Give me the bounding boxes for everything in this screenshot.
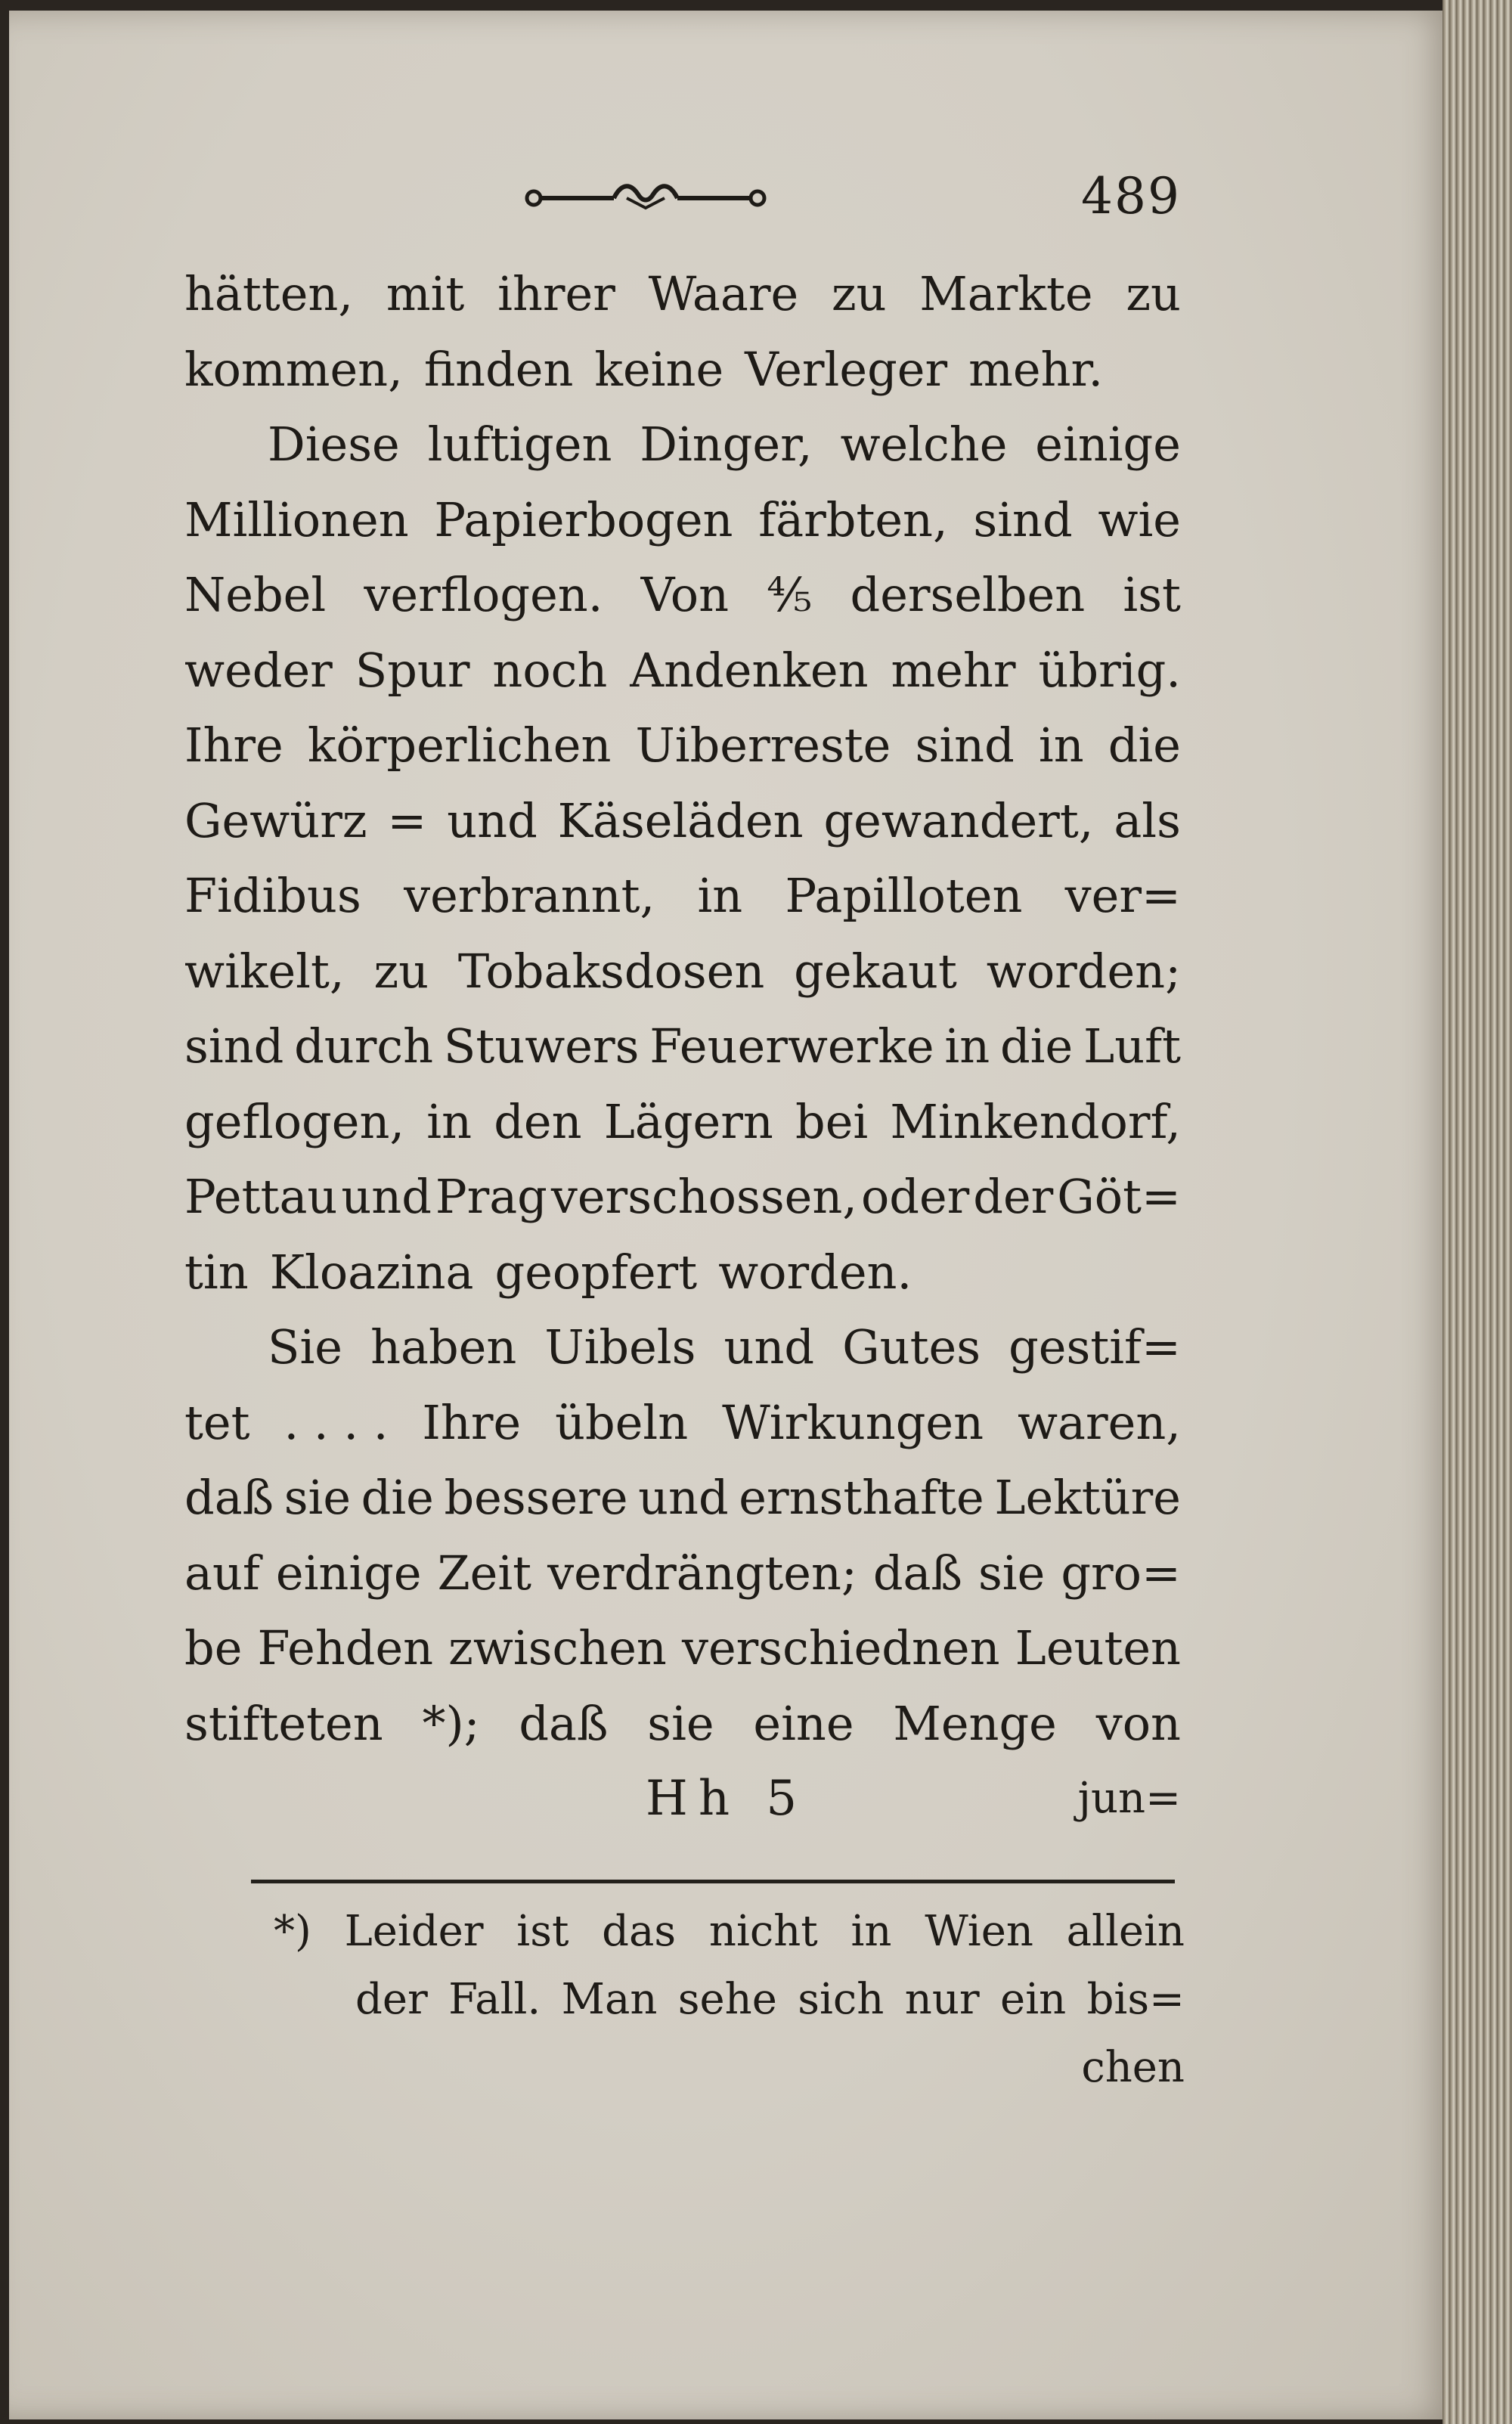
rule-ornament-icon — [525, 179, 767, 217]
word: Göt= — [1057, 1169, 1181, 1224]
footnote-catchword-line — [274, 2034, 1185, 2102]
word: daß — [519, 1695, 609, 1751]
word: sie — [647, 1695, 714, 1751]
text-line — [184, 557, 1181, 633]
text-line — [184, 1385, 1181, 1461]
word: Andenken — [630, 642, 869, 698]
word: in — [944, 1018, 990, 1074]
word: Feuerwerke — [649, 1018, 934, 1074]
word: Zeit — [437, 1545, 532, 1601]
word: Pettau — [184, 1169, 338, 1224]
word: mit — [386, 266, 465, 321]
word: Spur — [355, 642, 470, 698]
word: Luft — [1083, 1018, 1181, 1074]
word: körperlichen — [307, 718, 612, 773]
text-line — [184, 1460, 1181, 1536]
text-line — [184, 256, 1181, 332]
text-line — [184, 633, 1181, 708]
word: die — [361, 1470, 434, 1525]
word: keine — [594, 341, 724, 397]
word: zu — [831, 266, 887, 321]
word: Fall. — [448, 1975, 541, 2024]
word: Prag — [435, 1169, 547, 1224]
word: zwischen — [448, 1620, 667, 1675]
word: Millionen — [184, 491, 409, 547]
word: Fidibus — [184, 868, 361, 923]
word: gro= — [1061, 1545, 1181, 1601]
text-line — [184, 708, 1181, 783]
word: nicht — [708, 1907, 818, 1956]
word: mehr — [891, 642, 1016, 698]
word: tin — [184, 1244, 249, 1300]
word: Minkendorf, — [890, 1093, 1181, 1149]
word: mehr. — [968, 341, 1104, 397]
word: *); — [422, 1695, 480, 1751]
word: geflogen, — [184, 1093, 405, 1149]
text-line — [184, 482, 1181, 558]
word: tet — [184, 1394, 250, 1450]
word: nur — [904, 1975, 980, 2024]
word: Dinger, — [640, 417, 813, 472]
word: allein — [1066, 1907, 1185, 1956]
word: Kloazina — [269, 1244, 474, 1300]
word: noch — [492, 642, 608, 698]
text-line — [184, 783, 1181, 859]
text-line — [184, 407, 1181, 482]
word: hätten, — [184, 266, 354, 321]
word: finden — [423, 341, 574, 397]
word: sie — [978, 1545, 1046, 1601]
word: Ihre — [422, 1394, 522, 1450]
word: Man — [561, 1975, 658, 2024]
word: welche — [840, 417, 1008, 472]
text-line — [184, 934, 1181, 1009]
word: ein — [1000, 1975, 1067, 2024]
word: geopfert — [494, 1244, 698, 1300]
word: stifteten — [184, 1695, 383, 1751]
word: Gutes — [842, 1319, 981, 1375]
word: und — [341, 1169, 432, 1224]
word: Fehden — [257, 1620, 434, 1675]
word: Uiberreste — [635, 718, 891, 773]
text-line — [184, 1686, 1181, 1762]
word: Waare — [648, 266, 799, 321]
word: Papierbogen — [434, 491, 733, 547]
word: = — [387, 792, 427, 848]
word: wikelt, — [184, 943, 345, 999]
word: verschossen, — [550, 1169, 857, 1224]
word: und — [723, 1319, 815, 1375]
word: in — [426, 1093, 472, 1149]
word: durch — [294, 1018, 434, 1074]
word: Käseläden — [557, 792, 804, 848]
footnote-lines — [274, 1898, 1185, 2034]
word: Menge — [893, 1695, 1057, 1751]
word: Gewürz — [184, 792, 367, 848]
word: in — [697, 868, 743, 923]
word: färbten, — [758, 491, 948, 547]
word: als — [1114, 792, 1181, 848]
body-paragraphs — [184, 256, 1181, 1761]
word: Tobaksdosen — [457, 943, 765, 999]
footnote-line — [274, 1898, 1185, 1966]
running-header — [184, 166, 1181, 256]
word: ist — [1123, 567, 1181, 622]
word: luftigen — [427, 417, 612, 472]
word: *) — [274, 1907, 311, 1956]
word: Diese — [268, 417, 400, 472]
text-line — [184, 332, 1181, 408]
word: waren, — [1017, 1394, 1181, 1450]
text-line — [184, 1536, 1181, 1611]
word: sind — [915, 718, 1015, 773]
word: Ihre — [184, 718, 284, 773]
word: verflogen. — [364, 567, 603, 622]
word: einige — [1035, 417, 1181, 472]
word: Nebel — [184, 567, 327, 622]
word: Papilloten — [785, 868, 1023, 923]
word: von — [1095, 1695, 1181, 1751]
word: Verleger — [745, 341, 948, 397]
word: der — [355, 1975, 428, 2024]
text-line — [184, 1009, 1181, 1084]
word: gewandert, — [823, 792, 1094, 848]
word: zu — [1126, 266, 1181, 321]
footnote-block — [274, 1898, 1185, 2102]
word: be — [184, 1620, 243, 1675]
text-line — [184, 1235, 1181, 1310]
text-line — [184, 1159, 1181, 1235]
text-line — [184, 858, 1181, 934]
word: sich — [798, 1975, 885, 2024]
word: ⁴⁄₅ — [767, 567, 813, 622]
word: und — [447, 792, 538, 848]
word: wie — [1098, 491, 1181, 547]
word: auf — [184, 1545, 260, 1601]
page-number: 489 — [1081, 167, 1181, 225]
word: zu — [373, 943, 429, 999]
word: der — [973, 1169, 1054, 1224]
word: bei — [795, 1093, 869, 1149]
main-text-block — [184, 166, 1181, 1837]
word: verdrängten; — [547, 1545, 857, 1601]
word: sind — [184, 1018, 284, 1074]
word: eine — [753, 1695, 854, 1751]
word: Wirkungen — [722, 1394, 984, 1450]
word: worden; — [986, 943, 1181, 999]
text-line — [184, 1310, 1181, 1385]
word: in — [850, 1907, 892, 1956]
footnote-catchword: chen — [1081, 2043, 1185, 2092]
word: die — [999, 1018, 1074, 1074]
word: übrig. — [1038, 642, 1181, 698]
signature-mark: Hh 5 — [646, 1771, 808, 1827]
word: daß — [872, 1545, 962, 1601]
word: das — [602, 1907, 677, 1956]
word: die — [1108, 718, 1181, 773]
word: Markte — [919, 266, 1093, 321]
word: gestif= — [1009, 1319, 1181, 1375]
word: und — [638, 1470, 729, 1525]
word: Uibels — [544, 1319, 696, 1375]
word: übeln — [555, 1394, 689, 1450]
text-line — [184, 1084, 1181, 1160]
word: haben — [370, 1319, 517, 1375]
word: bessere — [444, 1470, 628, 1525]
word: Leider — [344, 1907, 484, 1956]
word: Von — [640, 567, 729, 622]
word: sie — [284, 1470, 352, 1525]
word: ist — [516, 1907, 569, 1956]
word: weder — [184, 642, 333, 698]
footnote-line — [274, 1966, 1185, 2034]
word: Wien — [925, 1907, 1033, 1956]
word: sind — [973, 491, 1073, 547]
page-sheet — [9, 11, 1458, 2419]
word: Stuwers — [443, 1018, 640, 1074]
word: verbrannt, — [404, 868, 655, 923]
word: ihrer — [497, 266, 615, 321]
word: gekaut — [794, 943, 957, 999]
text-line — [184, 1610, 1181, 1686]
page-edges — [1442, 0, 1512, 2424]
signature-line — [184, 1761, 1181, 1837]
word: Lägern — [603, 1093, 773, 1149]
word: ernsthafte — [739, 1470, 984, 1525]
word: Sie — [268, 1319, 342, 1375]
word: ver= — [1064, 868, 1181, 923]
word: oder — [860, 1169, 970, 1224]
word: kommen, — [184, 341, 403, 397]
word: Lektüre — [994, 1470, 1181, 1525]
word: sehe — [677, 1975, 777, 2024]
word: bis= — [1086, 1975, 1185, 2024]
catchword: jun= — [1077, 1774, 1181, 1823]
word: in — [1038, 718, 1084, 773]
word: . . . . — [284, 1394, 389, 1450]
word: daß — [184, 1470, 274, 1525]
word: einige — [275, 1545, 422, 1601]
footnote-rule — [251, 1880, 1175, 1883]
word: derselben — [850, 567, 1086, 622]
word: verschiednen — [681, 1620, 1000, 1675]
word: worden. — [718, 1244, 912, 1300]
word: den — [494, 1093, 582, 1149]
word: Leuten — [1015, 1620, 1181, 1675]
